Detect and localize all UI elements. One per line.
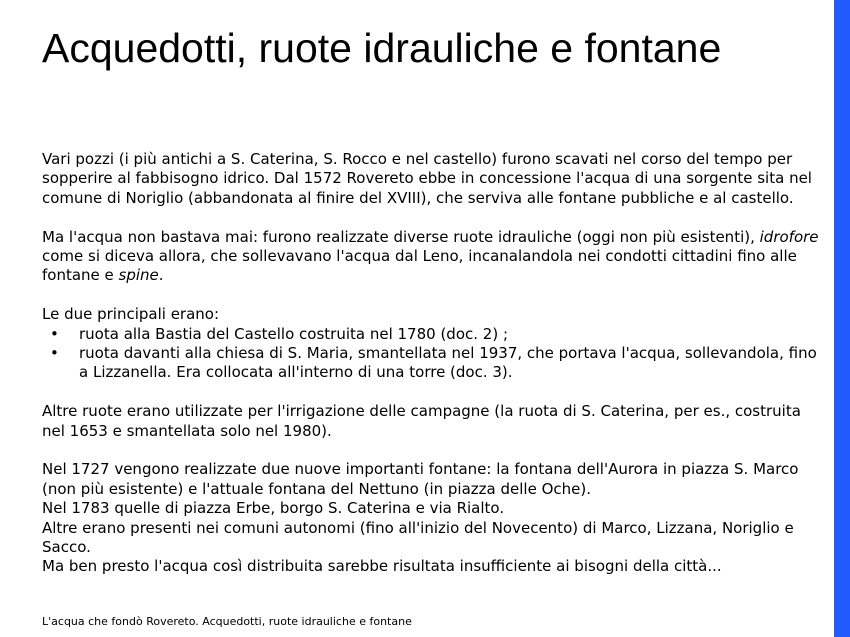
spacer [42,286,822,305]
idrofore-term: idrofore [759,227,819,246]
paragraph-ruote-text-1: Ma l'acqua non bastava mai: furono realizzate diverse ruote idrauliche (oggi non più esistenti), [42,227,760,246]
paragraph-conclusione: Ma ben presto l'acqua così distribuita sarebbe risultata insufficiente ai bisogni della città... [42,557,722,576]
spacer [42,441,822,460]
side-accent-bar [834,0,850,637]
paragraph-fontane-1783: Nel 1783 quelle di piazza Erbe, borgo S. Caterina e via Rialto. [42,499,505,518]
list-item-santa-maria: • ruota davanti alla chiesa di S. Maria, smantellata nel 1937, che portava l'acqua, sollevandola, fino a Lizzanella. Era collocata all'interno di una torre (doc. 3). [42,344,822,383]
paragraph-irrigazione: Altre ruote erano utilizzate per l'irrigazione delle campagne (la ruota di S. Caterina, per es., costruita nel 1653 e smantellata solo nel 1980). [42,402,801,440]
spacer [42,208,822,227]
paragraph-comuni-autonomi: Altre erano presenti nei comuni autonomi (fino all'inizio del Novecento) di Marco, Lizzana, Noriglio e Sacco. [42,518,794,557]
paragraph-fontane-1727: Nel 1727 vengono realizzate due nuove importanti fontane: la fontana dell'Aurora in piazza S. Marco (non più esistente) e l'attuale fontana del Nettuno (in piazza delle Oche). [42,460,799,498]
list-intro: Le due principali erano: [42,305,220,324]
paragraph-ruote-text-3: . [158,266,164,285]
paragraph-ruote-text-2: come si diceva allora, che sollevavano l'acqua dal Leno, incanalandola nei condotti cittadini fino alle fontane e [42,247,797,285]
paragraph-ruote [42,228,822,286]
principal-wheels-list [42,325,822,383]
spacer [42,383,822,402]
slide-footer: L'acqua che fondò Rovereto. Acquedotti, ruote idrauliche e fontane [42,615,412,628]
slide-title: Acquedotti, ruote idrauliche e fontane [42,25,722,71]
list-item-bastia: • ruota alla Bastia del Castello costruita nel 1780 (doc. 2) ; [42,325,822,344]
spine-term: spine [118,266,159,285]
paragraph-pozzi: Vari pozzi (i più antichi a S. Caterina, S. Rocco e nel castello) furono scavati nel corso del tempo per sopperire al fabbisogno idrico. Dal 1572 Rovereto ebbe in concessione l'acqua di una sorgente sita nel comune di Noriglio (abbandonata al finire del XVIII), che serviva alle fontane pubbliche e al castello. [42,150,812,207]
slide-body [42,150,822,577]
